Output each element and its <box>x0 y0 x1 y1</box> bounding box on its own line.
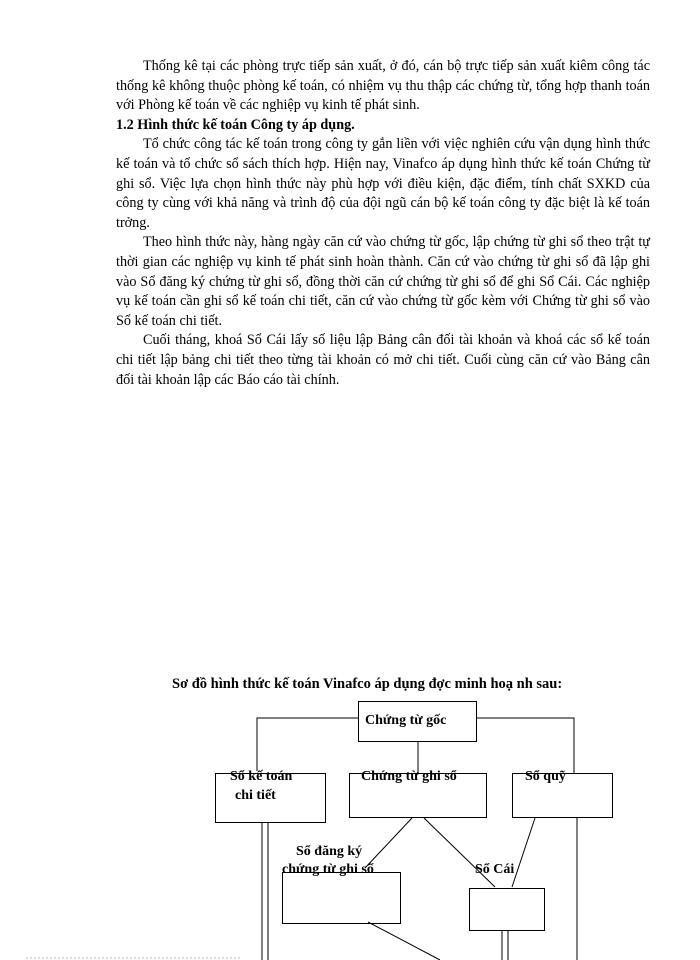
label-so-dang-ky-line2: chứng từ ghi sổ <box>282 862 374 877</box>
paragraph-procedure: Theo hình thức này, hàng ngày căn cứ vào chứng từ gốc, lập chứng từ ghi sổ theo trật tự thời gian các nghiệp vụ kinh tế phát sinh hoàn thành. Căn cứ vào chứng từ ghi sổ đã lập ghi vào Sổ đăng ký chứng từ ghi sổ, đồng thời căn cứ chứng từ ghi sổ để ghi Sổ Cái. Các nghiệp vụ kế toán cần ghi sổ kế toán chi tiết, căn cứ vào chứng từ gốc kèm với Chứng từ ghi sổ vào Sổ kế toán chi tiết. <box>116 234 650 329</box>
paragraph-month-end: Cuối tháng, khoá Sổ Cái lấy số liệu lập Bảng cân đối tài khoản và khoá các sổ kế toán chi tiết lập bảng chi tiết theo từng tài khoản có mở chi tiết. Cuối cùng căn cứ vào Bảng cân đối tài khoản lập các Báo cáo tài chính. <box>116 332 650 388</box>
section-heading: 1.2 Hình thức kế toán Công ty áp dụng. <box>116 116 355 133</box>
label-so-ke-toan-line1: Sổ kế toán <box>230 769 293 784</box>
label-so-quy: Sổ quỹ <box>525 769 566 784</box>
label-so-ke-toan-line2: chi tiết <box>235 788 276 803</box>
diagram-title: Sơ đồ hình thức kế toán Vinafco áp dụng đợc minh hoạ nh sau: <box>172 676 563 692</box>
box-so-dang-ky <box>282 872 401 924</box>
label-so-cai: Sổ Cái <box>475 862 515 877</box>
label-so-dang-ky-line1: Sổ đăng ký <box>296 844 363 859</box>
paragraph-organization: Tổ chức công tác kế toán trong công ty gắn liền với việc nghiên cứu vận dụng hình thức kế toán và tổ chức sổ sách thích hợp. Hiện nay, Vinafco áp dụng hình thức kế toán Chứng từ ghi sổ. Việc lựa chọn hình thức này phù hợp với điều kiện, đặc điểm, tính chất SXKD của công ty cùng với khả năng và trình độ của đội ngũ cán bộ kế toán công ty đặc biệt là kế toán trởng. <box>116 136 650 231</box>
label-chung-tu-ghi-so: Chứng từ ghi sổ <box>361 769 457 784</box>
label-chung-tu-goc: Chứng từ gốc <box>365 713 447 728</box>
paragraph-intro: Thống kê tại các phòng trực tiếp sản xuất, ở đó, cán bộ trực tiếp sản xuất kiêm công tác thống kê không thuộc phòng kế toán, có nhiệm vụ thu thập các chứng từ, tổng hợp thanh toán với Phòng kế toán về các nghiệp vụ kinh tế phát sinh. <box>116 58 650 114</box>
box-so-cai <box>469 888 545 931</box>
